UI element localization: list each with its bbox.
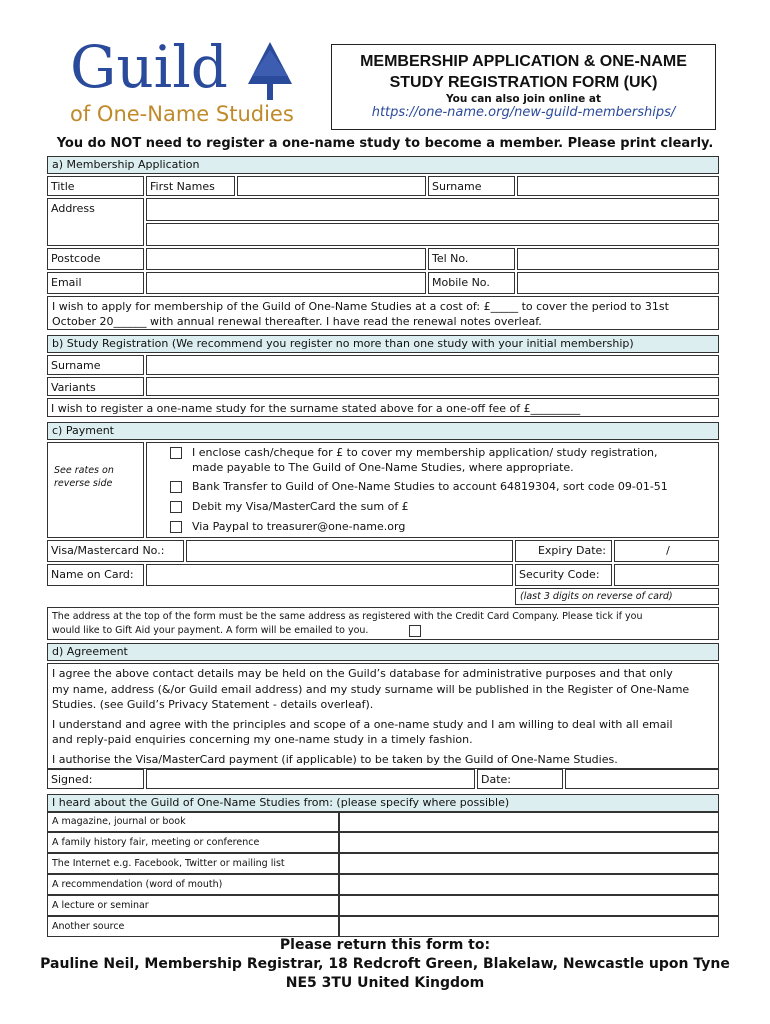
- postcode-label: Postcode: [47, 248, 144, 270]
- expiry-separator: /: [666, 544, 670, 557]
- cash-cheque-line2: made payable to The Guild of One-Name Studies, where appropriate.: [192, 461, 574, 474]
- gift-aid-note: [47, 607, 719, 640]
- agreement-p1-line2: my name, address (&/or Guild email address) and my study surname will be published in the Register of One-Name: [52, 682, 690, 696]
- card-number-input[interactable]: [186, 540, 513, 562]
- variants-label: Variants: [47, 377, 144, 396]
- card-debit-checkbox[interactable]: [170, 501, 182, 513]
- title-label: Title: [47, 176, 144, 196]
- section-d-header: d) Agreement: [47, 643, 719, 661]
- security-digits-note: (last 3 digits on reverse of card): [515, 588, 719, 605]
- name-on-card-input[interactable]: [146, 564, 513, 586]
- postcode-input[interactable]: [146, 248, 426, 270]
- bank-transfer-checkbox[interactable]: [170, 481, 182, 493]
- study-surname-input[interactable]: [146, 355, 719, 375]
- name-on-card-label: Name on Card:: [47, 564, 144, 586]
- form-title-line2: STUDY REGISTRATION FORM (UK): [389, 74, 658, 91]
- heard-item-input[interactable]: [339, 832, 719, 853]
- agreement-p2-line2: and reply-paid enquiries concerning my one-name study in a timely fashion.: [52, 733, 473, 746]
- card-debit-label: Debit my Visa/MasterCard the sum of £: [192, 500, 409, 513]
- section-b-header: b) Study Registration (We recommend you register no more than one study with your initial membership): [47, 335, 719, 353]
- security-code-label: Security Code:: [515, 564, 612, 586]
- heard-item-label: A lecture or seminar: [47, 895, 339, 916]
- form-title-line1: MEMBERSHIP APPLICATION & ONE-NAME: [360, 53, 687, 70]
- surname-input[interactable]: [517, 176, 719, 196]
- tree-icon: [242, 40, 298, 102]
- cash-cheque-line1: I enclose cash/cheque for £ to cover my membership application/ study registration,: [192, 446, 658, 459]
- apply-line-1: I wish to apply for membership of the Guild of One-Name Studies at a cost of: £_____ to cover the period to 31st: [52, 300, 669, 313]
- heard-item-label: A family history fair, meeting or conference: [47, 832, 339, 853]
- email-label: Email: [47, 272, 144, 294]
- bank-transfer-label: Bank Transfer to Guild of One-Name Studies to account 64819304, sort code 09-01-51: [192, 480, 668, 493]
- payment-options-box: [146, 442, 719, 538]
- signature-input[interactable]: [146, 769, 475, 789]
- return-address-line1: Pauline Neil, Membership Registrar, 18 Redcroft Green, Blakelaw, Newcastle upon Tyne: [40, 956, 730, 972]
- logo-word: Guild: [70, 33, 228, 101]
- first-names-input[interactable]: [237, 176, 426, 196]
- study-surname-label: Surname: [47, 355, 144, 375]
- date-input[interactable]: [565, 769, 719, 789]
- cash-cheque-checkbox[interactable]: [170, 447, 182, 459]
- address-input-line2[interactable]: [146, 223, 719, 246]
- return-heading: Please return this form to:: [279, 937, 491, 953]
- heard-item-label: Another source: [47, 916, 339, 937]
- expiry-input[interactable]: [614, 540, 719, 562]
- see-rates-box: [47, 442, 144, 538]
- see-rates-line2: reverse side: [54, 478, 113, 489]
- mobile-input[interactable]: [517, 272, 719, 294]
- online-note: You can also join online at: [445, 93, 601, 105]
- address-label: Address: [47, 198, 144, 246]
- heard-item-input[interactable]: [339, 895, 719, 916]
- paypal-checkbox[interactable]: [170, 521, 182, 533]
- expiry-label: Expiry Date:: [515, 540, 612, 562]
- gift-aid-line2: would like to Gift Aid your payment. A form will be emailed to you.: [52, 625, 369, 636]
- gift-aid-checkbox[interactable]: [409, 625, 421, 637]
- return-address-line2: NE5 3TU United Kingdom: [285, 975, 485, 991]
- tel-label: Tel No.: [428, 248, 515, 270]
- signed-label: Signed:: [47, 769, 144, 789]
- heard-item-label: A recommendation (word of mouth): [47, 874, 339, 895]
- intro-text: You do NOT need to register a one-name study to become a member. Please print clearly.: [56, 136, 714, 151]
- agreement-p1-line3: Studies. (see Guild’s Privacy Statement - details overleaf).: [52, 698, 374, 711]
- agreement-p3: I authorise the Visa/MasterCard payment (if applicable) to be taken by the Guild of One-Name Studies.: [52, 752, 618, 766]
- heard-item-label: A magazine, journal or book: [47, 812, 339, 832]
- return-address: [0, 936, 770, 993]
- study-fee-statement: I wish to register a one-name study for the surname stated above for a one-off fee of £_________: [47, 398, 719, 417]
- tel-input[interactable]: [517, 248, 719, 270]
- surname-label: Surname: [428, 176, 515, 196]
- join-online-link[interactable]: https://one-name.org/new-guild-memberships/: [371, 105, 676, 120]
- section-a-header: a) Membership Application: [47, 156, 719, 174]
- card-number-label: Visa/Mastercard No.:: [47, 540, 184, 562]
- agreement-p1-line1: I agree the above contact details may be held on the Guild’s database for administrative purposes and that only: [52, 667, 673, 680]
- security-code-input[interactable]: [614, 564, 719, 586]
- heard-item-input[interactable]: [339, 916, 719, 937]
- see-rates-line1: See rates on: [54, 465, 114, 476]
- logo-subtitle: of One-Name Studies: [70, 102, 294, 126]
- form-title-box: [331, 44, 716, 130]
- first-names-label: First Names: [146, 176, 235, 196]
- membership-apply-statement: [47, 296, 719, 330]
- paypal-label: Via Paypal to treasurer@one-name.org: [192, 520, 406, 533]
- heard-about-header: I heard about the Guild of One-Name Studies from: (please specify where possible): [47, 794, 719, 812]
- heard-item-input[interactable]: [339, 853, 719, 874]
- guild-logo: [60, 33, 310, 130]
- gift-aid-line1: The address at the top of the form must be the same address as registered with the Credit Card Company. Please tick if you: [52, 611, 643, 622]
- variants-input[interactable]: [146, 377, 719, 396]
- section-c-header: c) Payment: [47, 422, 719, 440]
- agreement-p2-line1: I understand and agree with the principles and scope of a one-name study and I am willing to deal with all email: [52, 717, 673, 731]
- heard-item-input[interactable]: [339, 874, 719, 895]
- heard-item-label: The Internet e.g. Facebook, Twitter or mailing list: [47, 853, 339, 874]
- heard-item-input[interactable]: [339, 812, 719, 832]
- email-input[interactable]: [146, 272, 426, 294]
- address-input-line1[interactable]: [146, 198, 719, 221]
- mobile-label: Mobile No.: [428, 272, 515, 294]
- date-label: Date:: [477, 769, 563, 789]
- apply-line-2: October 20______ with annual renewal thereafter. I have read the renewal notes overleaf.: [52, 315, 542, 328]
- agreement-text-box: [47, 663, 719, 769]
